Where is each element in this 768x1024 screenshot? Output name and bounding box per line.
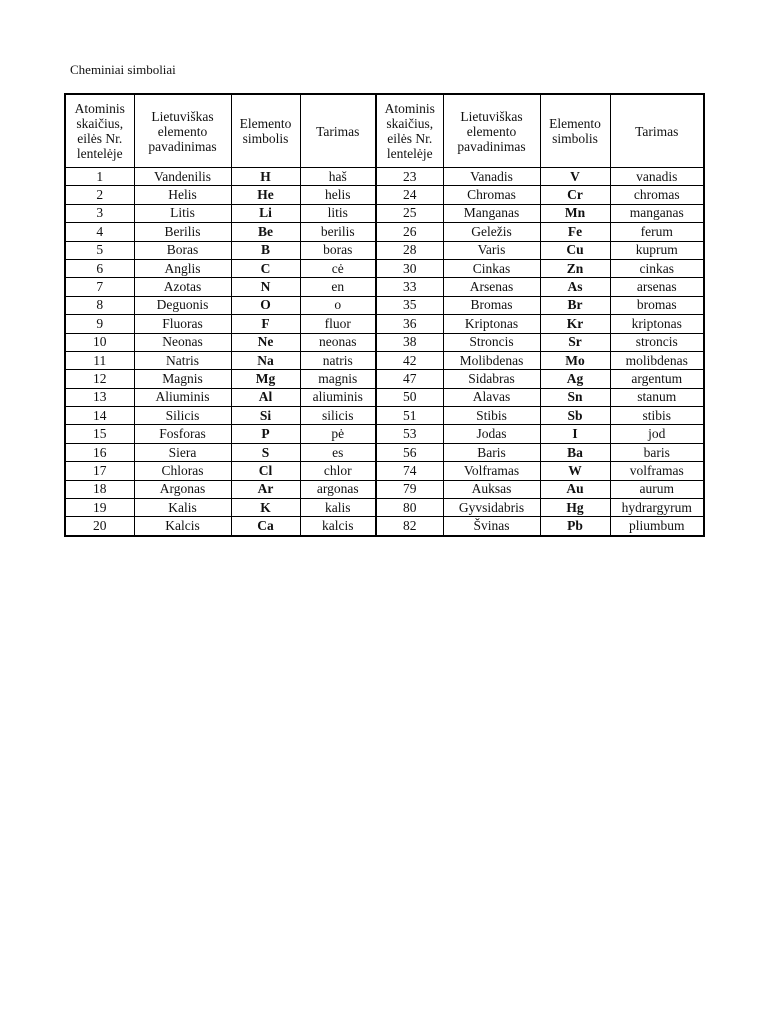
cell-atomic-number: 13 <box>65 388 134 406</box>
cell-pronunciation: hydrargyrum <box>610 499 704 517</box>
table-row <box>65 370 704 388</box>
cell-pronunciation: en <box>300 278 376 296</box>
table-row <box>65 462 704 480</box>
cell-lithuanian-name: Cinkas <box>443 259 540 277</box>
cell-pronunciation: aurum <box>610 480 704 498</box>
cell-lithuanian-name: Varis <box>443 241 540 259</box>
cell-atomic-number: 42 <box>376 351 443 369</box>
cell-element-symbol: Zn <box>540 259 610 277</box>
cell-pronunciation: kriptonas <box>610 315 704 333</box>
cell-pronunciation: silicis <box>300 407 376 425</box>
cell-lithuanian-name: Fosforas <box>134 425 231 443</box>
cell-lithuanian-name: Argonas <box>134 480 231 498</box>
cell-element-symbol: Ag <box>540 370 610 388</box>
table-row <box>65 296 704 314</box>
cell-atomic-number: 12 <box>65 370 134 388</box>
cell-element-symbol: Sn <box>540 388 610 406</box>
cell-atomic-number: 3 <box>65 204 134 222</box>
cell-lithuanian-name: Magnis <box>134 370 231 388</box>
cell-pronunciation: stanum <box>610 388 704 406</box>
cell-lithuanian-name: Fluoras <box>134 315 231 333</box>
cell-pronunciation: aliuminis <box>300 388 376 406</box>
cell-atomic-number: 4 <box>65 223 134 241</box>
cell-element-symbol: K <box>231 499 300 517</box>
table-row <box>65 259 704 277</box>
cell-pronunciation: o <box>300 296 376 314</box>
cell-atomic-number: 80 <box>376 499 443 517</box>
cell-lithuanian-name: Kalcis <box>134 517 231 536</box>
cell-pronunciation: helis <box>300 186 376 204</box>
cell-element-symbol: Hg <box>540 499 610 517</box>
table-row <box>65 425 704 443</box>
cell-pronunciation: magnis <box>300 370 376 388</box>
cell-pronunciation: volframas <box>610 462 704 480</box>
cell-pronunciation: argentum <box>610 370 704 388</box>
cell-lithuanian-name: Silicis <box>134 407 231 425</box>
cell-element-symbol: Au <box>540 480 610 498</box>
cell-atomic-number: 20 <box>65 517 134 536</box>
header-lithuanian-name: Lietuviškas elemento pavadinimas <box>134 94 231 168</box>
cell-element-symbol: Cl <box>231 462 300 480</box>
cell-lithuanian-name: Volframas <box>443 462 540 480</box>
cell-lithuanian-name: Berilis <box>134 223 231 241</box>
cell-atomic-number: 47 <box>376 370 443 388</box>
cell-atomic-number: 15 <box>65 425 134 443</box>
cell-pronunciation: cinkas <box>610 259 704 277</box>
cell-atomic-number: 51 <box>376 407 443 425</box>
table-row <box>65 333 704 351</box>
cell-element-symbol: Ne <box>231 333 300 351</box>
cell-lithuanian-name: Arsenas <box>443 278 540 296</box>
cell-pronunciation: manganas <box>610 204 704 222</box>
table-row <box>65 186 704 204</box>
header-atomic-number: Atominis skaičius, eilės Nr. lentelėje <box>65 94 134 168</box>
chemical-symbols-table <box>64 93 705 537</box>
table-row <box>65 480 704 498</box>
cell-pronunciation: es <box>300 443 376 461</box>
cell-atomic-number: 82 <box>376 517 443 536</box>
cell-pronunciation: ferum <box>610 223 704 241</box>
cell-element-symbol: Br <box>540 296 610 314</box>
cell-element-symbol: He <box>231 186 300 204</box>
cell-atomic-number: 74 <box>376 462 443 480</box>
cell-element-symbol: V <box>540 168 610 186</box>
header-pronunciation: Tarimas <box>300 94 376 168</box>
cell-atomic-number: 79 <box>376 480 443 498</box>
cell-pronunciation: cė <box>300 259 376 277</box>
cell-lithuanian-name: Anglis <box>134 259 231 277</box>
cell-element-symbol: H <box>231 168 300 186</box>
cell-lithuanian-name: Sidabras <box>443 370 540 388</box>
cell-atomic-number: 33 <box>376 278 443 296</box>
cell-element-symbol: Mo <box>540 351 610 369</box>
cell-pronunciation: baris <box>610 443 704 461</box>
cell-pronunciation: haš <box>300 168 376 186</box>
cell-lithuanian-name: Auksas <box>443 480 540 498</box>
cell-atomic-number: 24 <box>376 186 443 204</box>
cell-atomic-number: 30 <box>376 259 443 277</box>
cell-element-symbol: P <box>231 425 300 443</box>
table-row <box>65 168 704 186</box>
cell-pronunciation: chromas <box>610 186 704 204</box>
cell-atomic-number: 6 <box>65 259 134 277</box>
cell-element-symbol: Na <box>231 351 300 369</box>
cell-element-symbol: I <box>540 425 610 443</box>
table-row <box>65 443 704 461</box>
table-row <box>65 499 704 517</box>
cell-lithuanian-name: Stroncis <box>443 333 540 351</box>
cell-lithuanian-name: Švinas <box>443 517 540 536</box>
table-row <box>65 517 704 536</box>
cell-atomic-number: 14 <box>65 407 134 425</box>
cell-pronunciation: natris <box>300 351 376 369</box>
cell-element-symbol: Kr <box>540 315 610 333</box>
cell-element-symbol: Be <box>231 223 300 241</box>
cell-pronunciation: jod <box>610 425 704 443</box>
cell-atomic-number: 16 <box>65 443 134 461</box>
cell-atomic-number: 50 <box>376 388 443 406</box>
cell-lithuanian-name: Siera <box>134 443 231 461</box>
cell-element-symbol: Mn <box>540 204 610 222</box>
cell-atomic-number: 26 <box>376 223 443 241</box>
header-element-symbol: Elemento simbolis <box>540 94 610 168</box>
cell-lithuanian-name: Boras <box>134 241 231 259</box>
header-pronunciation: Tarimas <box>610 94 704 168</box>
cell-element-symbol: Pb <box>540 517 610 536</box>
cell-element-symbol: O <box>231 296 300 314</box>
cell-atomic-number: 2 <box>65 186 134 204</box>
cell-atomic-number: 19 <box>65 499 134 517</box>
cell-pronunciation: bromas <box>610 296 704 314</box>
cell-pronunciation: kalis <box>300 499 376 517</box>
cell-element-symbol: Mg <box>231 370 300 388</box>
cell-element-symbol: N <box>231 278 300 296</box>
cell-element-symbol: Ba <box>540 443 610 461</box>
cell-lithuanian-name: Alavas <box>443 388 540 406</box>
cell-pronunciation: molibdenas <box>610 351 704 369</box>
cell-lithuanian-name: Azotas <box>134 278 231 296</box>
table-header-row <box>65 94 704 168</box>
cell-pronunciation: arsenas <box>610 278 704 296</box>
cell-lithuanian-name: Stibis <box>443 407 540 425</box>
cell-element-symbol: As <box>540 278 610 296</box>
cell-atomic-number: 35 <box>376 296 443 314</box>
cell-element-symbol: Al <box>231 388 300 406</box>
cell-atomic-number: 17 <box>65 462 134 480</box>
cell-pronunciation: pė <box>300 425 376 443</box>
cell-element-symbol: W <box>540 462 610 480</box>
table-row <box>65 315 704 333</box>
table-row <box>65 351 704 369</box>
cell-pronunciation: pliumbum <box>610 517 704 536</box>
cell-atomic-number: 56 <box>376 443 443 461</box>
table-row <box>65 407 704 425</box>
cell-pronunciation: berilis <box>300 223 376 241</box>
cell-pronunciation: vanadis <box>610 168 704 186</box>
cell-atomic-number: 11 <box>65 351 134 369</box>
cell-lithuanian-name: Kriptonas <box>443 315 540 333</box>
cell-element-symbol: Sb <box>540 407 610 425</box>
cell-lithuanian-name: Gyvsidabris <box>443 499 540 517</box>
cell-pronunciation: chlor <box>300 462 376 480</box>
cell-atomic-number: 38 <box>376 333 443 351</box>
cell-element-symbol: Li <box>231 204 300 222</box>
cell-atomic-number: 8 <box>65 296 134 314</box>
cell-element-symbol: Si <box>231 407 300 425</box>
cell-atomic-number: 9 <box>65 315 134 333</box>
cell-lithuanian-name: Natris <box>134 351 231 369</box>
cell-element-symbol: B <box>231 241 300 259</box>
cell-lithuanian-name: Vanadis <box>443 168 540 186</box>
cell-atomic-number: 28 <box>376 241 443 259</box>
cell-atomic-number: 25 <box>376 204 443 222</box>
table-row <box>65 204 704 222</box>
cell-lithuanian-name: Neonas <box>134 333 231 351</box>
table-body <box>65 168 704 536</box>
cell-element-symbol: Fe <box>540 223 610 241</box>
cell-lithuanian-name: Kalis <box>134 499 231 517</box>
cell-pronunciation: kuprum <box>610 241 704 259</box>
cell-lithuanian-name: Molibdenas <box>443 351 540 369</box>
cell-lithuanian-name: Chloras <box>134 462 231 480</box>
cell-lithuanian-name: Aliuminis <box>134 388 231 406</box>
cell-lithuanian-name: Manganas <box>443 204 540 222</box>
header-atomic-number: Atominis skaičius, eilės Nr. lentelėje <box>376 94 443 168</box>
cell-atomic-number: 1 <box>65 168 134 186</box>
table-row <box>65 223 704 241</box>
cell-pronunciation: stibis <box>610 407 704 425</box>
cell-atomic-number: 36 <box>376 315 443 333</box>
cell-pronunciation: neonas <box>300 333 376 351</box>
cell-atomic-number: 5 <box>65 241 134 259</box>
cell-lithuanian-name: Chromas <box>443 186 540 204</box>
table-row <box>65 278 704 296</box>
cell-element-symbol: Cr <box>540 186 610 204</box>
cell-element-symbol: Cu <box>540 241 610 259</box>
cell-lithuanian-name: Helis <box>134 186 231 204</box>
cell-lithuanian-name: Geležis <box>443 223 540 241</box>
cell-atomic-number: 18 <box>65 480 134 498</box>
cell-pronunciation: argonas <box>300 480 376 498</box>
header-lithuanian-name: Lietuviškas elemento pavadinimas <box>443 94 540 168</box>
header-element-symbol: Elemento simbolis <box>231 94 300 168</box>
cell-atomic-number: 7 <box>65 278 134 296</box>
cell-element-symbol: C <box>231 259 300 277</box>
cell-pronunciation: stroncis <box>610 333 704 351</box>
cell-element-symbol: Sr <box>540 333 610 351</box>
cell-lithuanian-name: Vandenilis <box>134 168 231 186</box>
cell-element-symbol: Ca <box>231 517 300 536</box>
cell-lithuanian-name: Deguonis <box>134 296 231 314</box>
cell-lithuanian-name: Litis <box>134 204 231 222</box>
cell-pronunciation: fluor <box>300 315 376 333</box>
cell-lithuanian-name: Bromas <box>443 296 540 314</box>
page-title: Cheminiai simboliai <box>70 62 176 77</box>
cell-lithuanian-name: Baris <box>443 443 540 461</box>
cell-lithuanian-name: Jodas <box>443 425 540 443</box>
table-row <box>65 241 704 259</box>
cell-element-symbol: S <box>231 443 300 461</box>
cell-atomic-number: 23 <box>376 168 443 186</box>
cell-pronunciation: boras <box>300 241 376 259</box>
cell-element-symbol: F <box>231 315 300 333</box>
cell-pronunciation: litis <box>300 204 376 222</box>
table-row <box>65 388 704 406</box>
cell-atomic-number: 53 <box>376 425 443 443</box>
cell-pronunciation: kalcis <box>300 517 376 536</box>
cell-element-symbol: Ar <box>231 480 300 498</box>
cell-atomic-number: 10 <box>65 333 134 351</box>
